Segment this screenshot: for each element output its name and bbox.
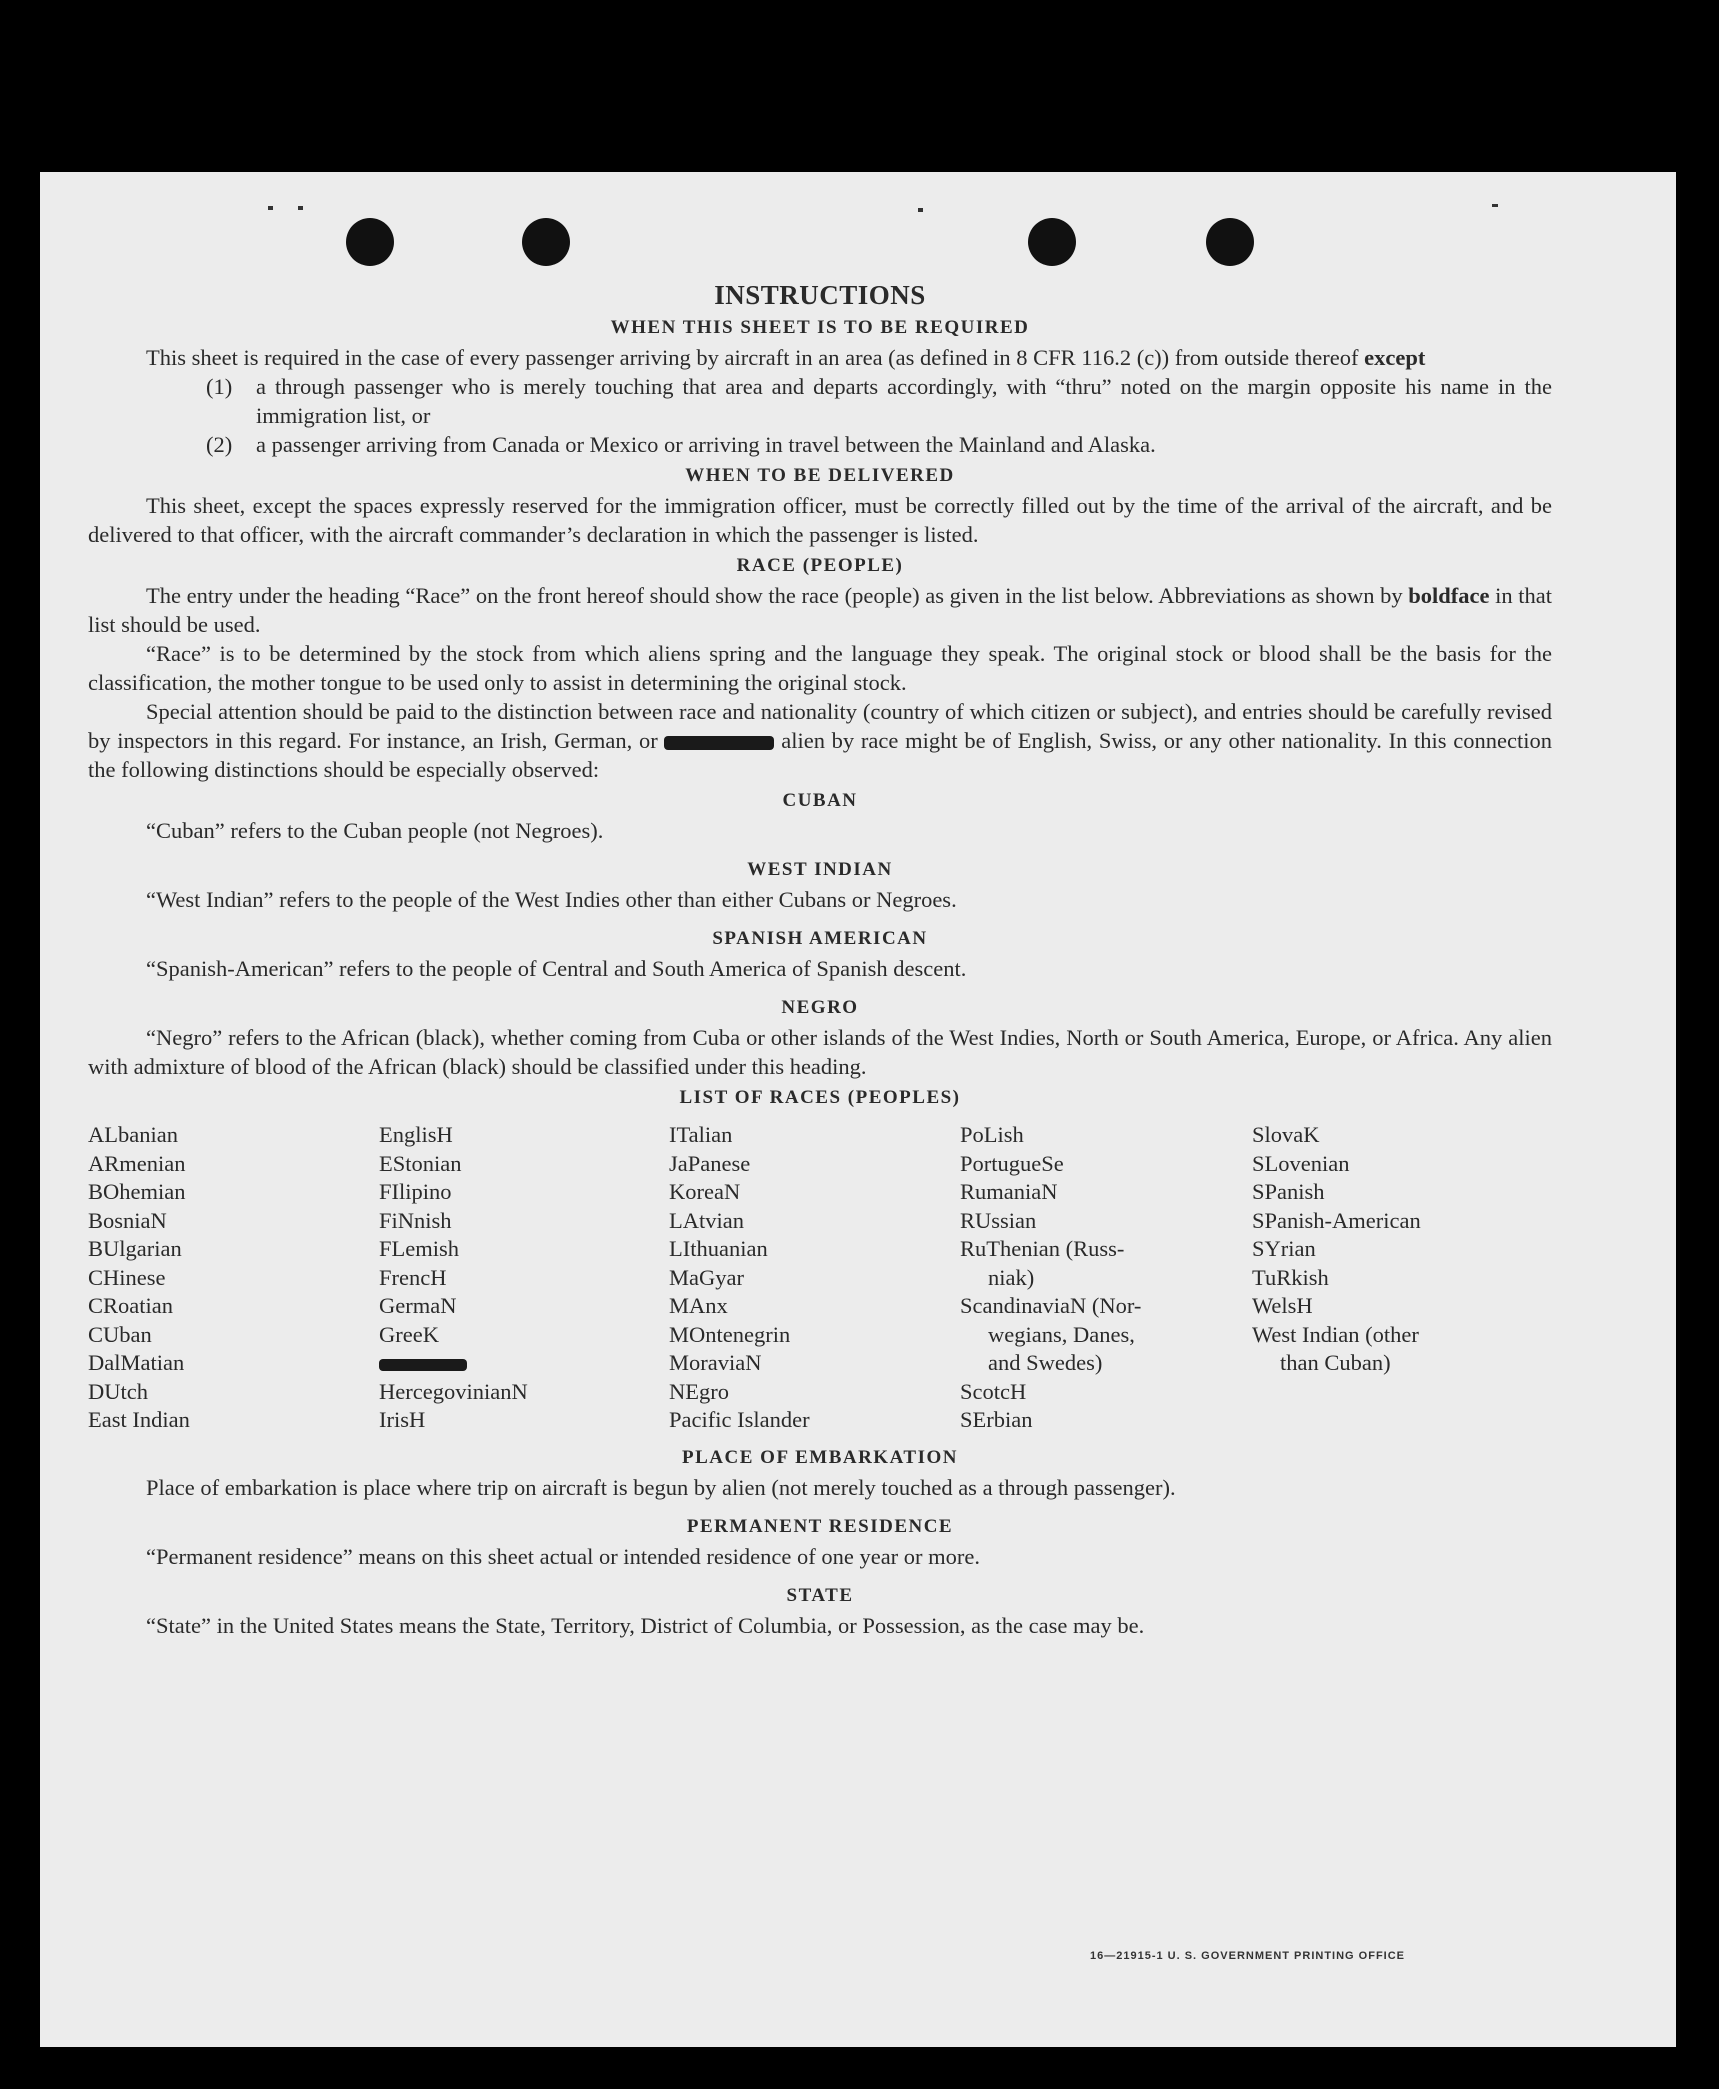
printer-footer: 16—21915-1 U. S. GOVERNMENT PRINTING OFFICE — [1090, 1950, 1406, 1962]
race-entry: FIlipino — [379, 1179, 452, 1204]
race-entry: FrencH — [379, 1264, 447, 1290]
exception-item-1: (1) a through passenger who is merely touching that area and departs accordingly, with “thru” noted on the margin opposite his name in the immigration list, or — [206, 374, 1552, 428]
section-heading-residence: PERMANENT RESIDENCE — [686, 1515, 954, 1537]
race-entry: HercegovinianN — [379, 1378, 528, 1404]
race-entry: RumaniaN — [960, 1179, 1058, 1204]
race-entry: MoraviaN — [669, 1350, 762, 1375]
races-column-3 — [669, 1121, 960, 1435]
race-entry: CUban — [88, 1321, 152, 1347]
race-entry: EnglisH — [379, 1122, 453, 1147]
race-entry: ITalian — [669, 1122, 733, 1147]
race-paragraph-1: The entry under the heading “Race” on the front hereof should show the race (people) as given in the list below. Abbreviations as shown by boldface in that list should be used. — [88, 583, 1552, 637]
race-entry: SPanish-American — [1252, 1207, 1421, 1233]
race-entry: SlovaK — [1252, 1122, 1320, 1147]
race-entry: ScandinaviaN (Nor- — [960, 1293, 1142, 1318]
race-entry-redacted — [379, 1349, 669, 1378]
punch-hole — [346, 218, 394, 266]
negro-text: “Negro” refers to the African (black), whether coming from Cuba or other islands of the West Indies, North or South America, Europe, or Africa. Any alien with admixture of blood of the African (black) should be classified under this heading. — [88, 1025, 1552, 1079]
delivered-text: This sheet, except the spaces expressly reserved for the immigration officer, must be correctly filled out by the time of the arrival of the aircraft, and be delivered to that officer, with the aircraft commander’s declaration in which the passenger is listed. — [88, 493, 1552, 547]
embarkation-text: Place of embarkation is place where trip on aircraft is begun by alien (not merely touched as a through passenger). — [146, 1474, 1176, 1500]
race-entry: GreeK — [379, 1321, 439, 1347]
race-entry: WelsH — [1252, 1293, 1313, 1318]
race-entry: CRoatian — [88, 1293, 173, 1318]
race-entry: SPanish — [1252, 1179, 1325, 1204]
races-column-4 — [960, 1121, 1252, 1435]
race-entry: West Indian (other — [1252, 1321, 1419, 1347]
required-intro: This sheet is required in the case of every passenger arriving by aircraft in an area (as defined in 8 CFR 116.2 (c)) from outside thereof except — [146, 345, 1426, 370]
race-entry: LAtvian — [669, 1207, 744, 1233]
residence-text: “Permanent residence” means on this sheet actual or intended residence of one year or more. — [146, 1543, 981, 1569]
speck — [918, 208, 923, 212]
race-entry: KoreaN — [669, 1179, 741, 1204]
race-entry: CHinese — [88, 1264, 166, 1290]
section-heading-negro: NEGRO — [781, 997, 859, 1018]
race-entry: FLemish — [379, 1236, 460, 1261]
race-entry: niak) — [988, 1264, 1035, 1290]
races-column-5 — [1252, 1121, 1542, 1435]
spanish-american-text: “Spanish-American” refers to the people of Central and South America of Spanish descent. — [146, 956, 967, 981]
race-entry: MOntenegrin — [669, 1321, 791, 1347]
punch-hole — [522, 218, 570, 266]
section-heading-list: LIST OF RACES (PEOPLES) — [679, 1087, 961, 1108]
races-column-2 — [379, 1121, 669, 1435]
section-heading-required: WHEN THIS SHEET IS TO BE REQUIRED — [610, 317, 1030, 338]
race-entry: FiNnish — [379, 1207, 452, 1233]
race-entry: MaGyar — [669, 1264, 744, 1290]
race-entry: BosniaN — [88, 1207, 167, 1233]
instructions-body — [88, 280, 1552, 1640]
section-heading-race: RACE (PEOPLE) — [736, 555, 904, 576]
race-entry: DUtch — [88, 1378, 148, 1404]
exception-item-2: (2) a passenger arriving from Canada or Mexico or arriving in travel between the Mainland and Alaska. — [206, 432, 1156, 457]
race-paragraph-2: “Race” is to be determined by the stock from which aliens spring and the language they speak. The original stock or blood shall be the basis for the classification, the mother tongue to be used only to assist in determining the original stock. — [88, 641, 1552, 695]
race-entry: PoLish — [960, 1122, 1024, 1147]
west-indian-text: “West Indian” refers to the people of the West Indies other than either Cubans or Negroes. — [146, 887, 957, 912]
redaction-mark — [379, 1359, 467, 1371]
race-entry: RuThenian (Russ- — [960, 1236, 1125, 1261]
race-entry: IrisH — [379, 1407, 426, 1432]
section-heading-west-indian: WEST INDIAN — [747, 859, 893, 880]
race-entry: EStonian — [379, 1150, 462, 1176]
race-entry: than Cuban) — [1280, 1350, 1391, 1375]
speck — [1492, 204, 1498, 207]
page-title: INSTRUCTIONS — [714, 280, 926, 310]
race-entry: ARmenian — [88, 1150, 186, 1176]
speck — [298, 206, 303, 210]
race-entry: BUlgarian — [88, 1236, 182, 1261]
race-entry: NEgro — [669, 1378, 729, 1404]
race-entry: LIthuanian — [669, 1236, 768, 1261]
race-entry: SLovenian — [1252, 1150, 1350, 1176]
race-entry: RUssian — [960, 1207, 1037, 1233]
races-list — [88, 1121, 1552, 1435]
section-heading-delivered: WHEN TO BE DELIVERED — [685, 465, 955, 486]
speck — [268, 206, 273, 210]
race-entry: SErbian — [960, 1407, 1033, 1432]
race-entry: DalMatian — [88, 1350, 185, 1375]
race-entry: JaPanese — [669, 1150, 751, 1176]
redaction-mark — [664, 736, 774, 750]
race-entry: ALbanian — [88, 1122, 178, 1147]
race-entry: PortugueSe — [960, 1150, 1064, 1176]
races-column-1 — [88, 1121, 379, 1435]
race-entry: ScotcH — [960, 1378, 1027, 1404]
section-heading-cuban: CUBAN — [782, 790, 858, 811]
race-entry: MAnx — [669, 1293, 728, 1318]
punch-hole — [1028, 218, 1076, 266]
race-entry: East Indian — [88, 1407, 190, 1432]
race-entry: TuRkish — [1252, 1264, 1329, 1290]
race-entry: SYrian — [1252, 1236, 1316, 1261]
section-heading-state: STATE — [786, 1584, 854, 1606]
document-sheet — [40, 172, 1676, 2047]
cuban-text: “Cuban” refers to the Cuban people (not Negroes). — [146, 818, 604, 843]
section-heading-spanish-american: SPANISH AMERICAN — [712, 928, 928, 949]
race-entry: BOhemian — [88, 1179, 186, 1204]
race-paragraph-3: Special attention should be paid to the distinction between race and nationality (country of which citizen or subject), and entries should be carefully revised by inspectors in this regard. For instance, an Irish, German, or alien by race might be of English, Swiss, or any other nationality. In this connection the following distinctions should be especially observed: — [88, 699, 1553, 782]
race-entry: Pacific Islander — [669, 1407, 810, 1432]
race-entry: wegians, Danes, — [988, 1321, 1135, 1347]
section-heading-embarkation: PLACE OF EMBARKATION — [682, 1446, 958, 1468]
state-text: “State” in the United States means the State, Territory, District of Columbia, or Possession, as the case may be. — [146, 1612, 1145, 1638]
punch-hole — [1206, 218, 1254, 266]
race-entry: and Swedes) — [988, 1350, 1103, 1375]
race-entry: GermaN — [379, 1293, 457, 1318]
